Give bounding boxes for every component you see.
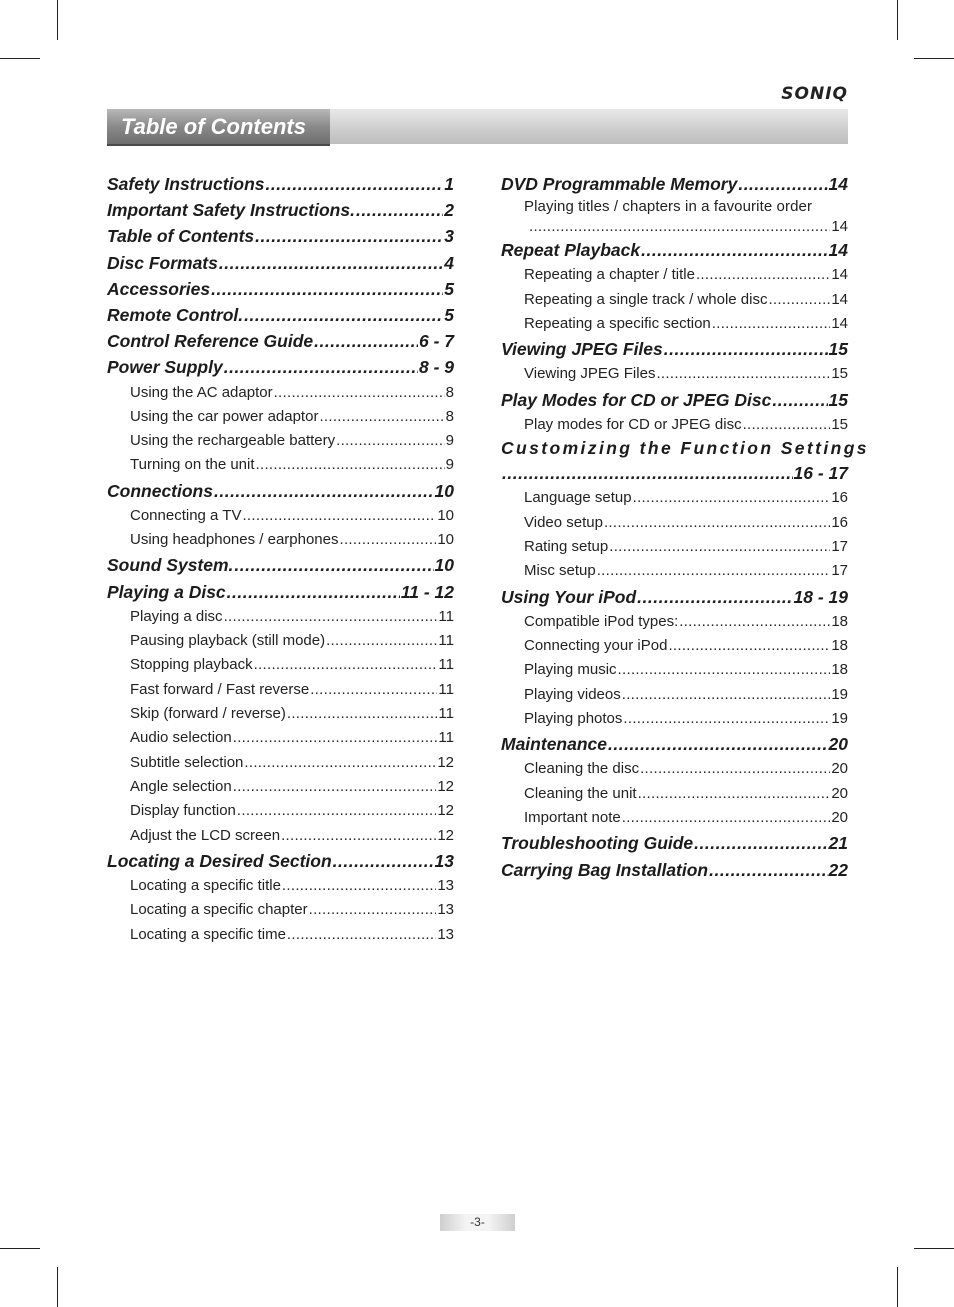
toc-section[interactable] <box>107 328 454 354</box>
toc-entry-label: Rating setup <box>524 538 609 556</box>
toc-section-page: 18 - 19 <box>793 586 848 607</box>
dot-leader <box>319 405 444 429</box>
toc-entry-label: Adjust the LCD screen <box>130 826 281 844</box>
toc-section[interactable] <box>501 731 848 757</box>
toc-section[interactable] <box>501 387 848 413</box>
dot-leader <box>637 584 792 610</box>
dot-leader <box>224 354 418 380</box>
dot-leader <box>287 923 436 947</box>
toc-section-page: 20 <box>828 734 848 755</box>
toc-entry-page: 12 <box>437 802 454 820</box>
toc-entry-page: 12 <box>437 777 454 795</box>
dot-leader <box>768 288 830 312</box>
toc-section-page: 8 - 9 <box>418 357 454 378</box>
crop-mark <box>57 0 58 40</box>
toc-entry[interactable] <box>107 678 454 702</box>
toc-section-label: Safety Instructions <box>107 174 265 194</box>
toc-entry-label: Playing music <box>524 661 617 679</box>
toc-entry[interactable] <box>501 806 848 830</box>
dot-leader <box>309 898 437 922</box>
toc-section[interactable] <box>107 302 454 328</box>
toc-entry-page: 8 <box>445 383 454 401</box>
toc-entry[interactable] <box>501 658 848 682</box>
dot-leader <box>597 559 831 583</box>
dot-leader <box>314 328 418 354</box>
toc-entry-page: 18 <box>831 612 848 630</box>
toc-entry[interactable] <box>107 653 454 677</box>
toc-entry-page: 12 <box>437 753 454 771</box>
dot-leader <box>633 486 831 510</box>
toc-entry-label: Playing photos <box>524 709 623 727</box>
dot-leader <box>356 197 443 223</box>
dot-leader <box>227 579 400 605</box>
dot-leader <box>772 387 827 413</box>
toc-section-label: Table of Contents <box>107 226 255 247</box>
toc-entry-label: Using the rechargeable battery <box>130 432 336 450</box>
toc-entry-page: 13 <box>437 925 454 943</box>
toc-entry-label: Using headphones / earphones <box>130 531 339 549</box>
toc-entry-label: Important note <box>524 809 621 827</box>
toc-entry-page: 11 <box>438 680 454 698</box>
dot-leader <box>502 460 793 486</box>
toc-entry[interactable] <box>107 751 454 775</box>
toc-section-page: 1 <box>444 174 454 194</box>
toc-section-page: 4 <box>444 252 454 273</box>
toc-section-page: 5 <box>444 304 454 325</box>
crop-mark <box>897 0 898 40</box>
toc-entry-label: Viewing JPEG Files <box>524 365 656 383</box>
crop-mark <box>0 58 40 59</box>
dot-leader <box>712 312 831 336</box>
dot-leader <box>623 707 830 731</box>
toc-entry-page: 20 <box>831 784 848 802</box>
toc-section[interactable] <box>501 237 848 263</box>
dot-leader <box>664 336 828 362</box>
toc-entry-page: 11 <box>438 656 454 674</box>
dot-leader <box>211 276 443 302</box>
toc-section-cont[interactable] <box>501 460 848 486</box>
toc-entry-label: Skip (forward / reverse) <box>130 705 286 723</box>
toc-entry[interactable] <box>107 429 454 453</box>
dot-leader <box>529 217 830 237</box>
toc-section-label: Viewing JPEG Files <box>501 339 663 360</box>
toc-entry[interactable] <box>501 413 848 437</box>
toc-entry[interactable] <box>501 559 848 583</box>
dot-leader <box>233 726 438 750</box>
toc-entry-label: Cleaning the unit <box>524 784 637 802</box>
toc-section-page: 22 <box>828 859 848 880</box>
toc-entry-label: Audio selection <box>130 729 232 747</box>
toc-entry[interactable] <box>107 405 454 429</box>
dot-leader <box>242 504 436 528</box>
toc-section-label: Carrying Bag Installation <box>501 859 709 880</box>
toc-entry[interactable] <box>107 874 454 898</box>
toc-entry[interactable] <box>107 528 454 552</box>
dot-leader <box>255 223 443 249</box>
crop-mark <box>914 58 954 59</box>
dot-leader <box>266 171 444 197</box>
toc-entry-label: Locating a specific title <box>130 877 281 894</box>
toc-section[interactable] <box>107 250 454 276</box>
dot-leader <box>709 857 827 883</box>
toc-section-page: 15 <box>828 339 848 360</box>
dot-leader <box>604 511 830 535</box>
toc-entry-label: Compatible iPod types: <box>524 612 679 630</box>
toc-entry-label: Play modes for CD or JPEG disc <box>524 415 742 433</box>
toc-entry-label: Repeating a specific section <box>524 314 711 332</box>
dot-leader <box>638 782 831 806</box>
toc-entry-label: Repeating a chapter / title <box>524 266 695 284</box>
toc-section-page: 14 <box>828 174 848 194</box>
toc-right-column <box>501 171 869 883</box>
toc-section-page: 2 <box>444 200 454 221</box>
dot-leader <box>656 362 830 386</box>
toc-section-page: 21 <box>828 833 848 854</box>
toc-section-page: 10 <box>434 480 454 501</box>
toc-entry[interactable] <box>501 486 848 510</box>
toc-entry[interactable] <box>501 511 848 535</box>
page-title: Table of Contents <box>121 114 306 139</box>
dot-leader <box>622 806 831 830</box>
toc-section-label: Troubleshooting Guide <box>501 833 694 854</box>
toc-entry[interactable] <box>501 312 848 336</box>
toc-entry[interactable] <box>107 605 454 629</box>
toc-entry[interactable] <box>501 535 848 559</box>
toc-entry-label: Misc setup <box>524 562 596 580</box>
toc-section-page: 10 <box>434 555 454 576</box>
toc-entry-page: 18 <box>831 661 848 679</box>
dot-leader <box>743 413 831 437</box>
dot-leader <box>274 381 445 405</box>
toc-entry-page: 16 <box>831 489 848 507</box>
toc-entry-page: 18 <box>831 637 848 655</box>
toc-section-label: Locating a Desired Section <box>107 850 332 871</box>
dot-leader <box>609 535 830 559</box>
toc-entry-label: Display function <box>130 802 236 820</box>
toc-entry[interactable] <box>501 288 848 312</box>
toc-section-label: Power Supply <box>107 357 223 378</box>
dot-leader <box>287 702 438 726</box>
toc-section-label: Sound System. <box>107 555 234 576</box>
toc-entry-page: 19 <box>831 709 848 727</box>
toc-entry[interactable] <box>501 683 848 707</box>
toc-section-page: 11 - 12 <box>400 581 454 602</box>
toc-entry-label[interactable]: Playing titles / chapters in a favourite order <box>524 198 813 216</box>
toc-section[interactable] <box>501 830 848 856</box>
toc-entry-label: Playing a disc <box>130 607 223 625</box>
dot-leader <box>608 731 828 757</box>
toc-entry[interactable] <box>107 775 454 799</box>
toc-section-label: Control Reference Guide <box>107 331 314 352</box>
toc-entry-label: Locating a specific time <box>130 925 286 943</box>
toc-entry[interactable] <box>501 707 848 731</box>
toc-entry-page: 20 <box>831 760 848 778</box>
dot-leader <box>340 528 437 552</box>
toc-entry[interactable] <box>107 381 454 405</box>
toc-section[interactable] <box>501 857 848 883</box>
toc-entry-page: 9 <box>445 432 454 450</box>
dot-leader <box>237 799 436 823</box>
toc-section[interactable] <box>107 223 454 249</box>
toc-entry-label: Connecting your iPod <box>524 637 668 655</box>
toc-section[interactable] <box>501 584 848 610</box>
toc-section-label: Maintenance <box>501 734 607 755</box>
toc-entry-page: 14 <box>831 266 848 284</box>
toc-entry-page: 11 <box>438 632 454 650</box>
toc-entry[interactable] <box>501 610 848 634</box>
dot-leader <box>219 250 443 276</box>
dot-leader <box>282 874 436 898</box>
dot-leader <box>333 848 434 874</box>
toc-entry-page: 9 <box>445 456 454 474</box>
toc-entry-label: Subtitle selection <box>130 753 244 771</box>
toc-entry-page: 19 <box>831 685 848 703</box>
toc-entry-page: 14 <box>831 290 848 308</box>
dot-leader <box>224 605 438 629</box>
toc-entry[interactable] <box>501 757 848 781</box>
toc-section-label: Remote Control. <box>107 304 244 325</box>
toc-entry-label: Repeating a single track / whole disc <box>524 290 768 308</box>
dot-leader <box>336 429 445 453</box>
toc-entry[interactable] <box>107 629 454 653</box>
dot-leader <box>244 751 436 775</box>
toc-section[interactable] <box>107 171 454 197</box>
toc-section-label: Customizing the Function Settings <box>501 438 869 459</box>
toc-entry-page: 16 <box>831 513 848 531</box>
toc-entry-label: Fast forward / Fast reverse <box>130 680 310 698</box>
toc-entry-label: Stopping playback <box>130 656 253 674</box>
toc-entry-label: Language setup <box>524 489 632 507</box>
toc-entry-page: 14 <box>831 314 848 332</box>
toc-entry-label: Video setup <box>524 513 603 531</box>
toc-entry-label: Angle selection <box>130 777 232 795</box>
toc-left-column <box>107 171 454 947</box>
toc-section[interactable] <box>107 354 454 380</box>
dot-leader <box>696 263 830 287</box>
dot-leader <box>310 678 437 702</box>
toc-section-cont-page: 16 - 17 <box>793 463 848 484</box>
toc-entry[interactable] <box>501 362 848 386</box>
crop-mark <box>57 1267 58 1307</box>
dot-leader <box>618 658 831 682</box>
toc-entry-page: 13 <box>437 901 454 919</box>
dot-leader <box>668 634 830 658</box>
toc-entry-label: Using the car power adaptor <box>130 407 319 425</box>
toc-entry[interactable] <box>107 923 454 947</box>
toc-section-page: 5 <box>444 278 454 299</box>
toc-section[interactable] <box>107 848 454 874</box>
dot-leader <box>640 757 830 781</box>
dot-leader <box>694 830 827 856</box>
toc-section-page: 6 - 7 <box>418 331 454 352</box>
toc-section-label: Disc Formats <box>107 252 218 273</box>
toc-entry[interactable] <box>107 504 454 528</box>
toc-section[interactable] <box>107 579 454 605</box>
toc-entry-label: Turning on the unit <box>130 456 255 474</box>
dot-leader <box>622 683 831 707</box>
crop-mark <box>0 1248 40 1249</box>
toc-section[interactable] <box>107 552 454 578</box>
toc-entry-page: 20 <box>831 809 848 827</box>
toc-entry-label: Locating a specific chapter <box>130 901 308 919</box>
crop-mark <box>897 1267 898 1307</box>
toc-section[interactable] <box>107 197 454 223</box>
toc-entry-page: 14 <box>831 218 848 236</box>
dot-leader <box>256 453 445 477</box>
dot-leader <box>679 610 830 634</box>
toc-entry[interactable] <box>107 824 454 848</box>
dot-leader <box>281 824 436 848</box>
toc-section[interactable] <box>501 336 848 362</box>
toc-entry-label: Playing videos <box>524 685 621 703</box>
toc-section[interactable] <box>501 437 869 486</box>
toc-entry-page: 12 <box>437 826 454 844</box>
toc-section-label: Playing a Disc <box>107 581 226 602</box>
dot-leader <box>326 629 437 653</box>
toc-entry-page: 10 <box>437 506 454 524</box>
crop-mark <box>914 1248 954 1249</box>
toc-entry[interactable] <box>501 782 848 806</box>
toc-section-label: Repeat Playback <box>501 240 641 261</box>
toc-section-page: 15 <box>828 389 848 410</box>
toc-entry-label: Using the AC adaptor <box>130 383 273 401</box>
toc-entry-page: 15 <box>831 415 848 433</box>
toc-section[interactable] <box>107 478 454 504</box>
toc-entry-page: 15 <box>831 365 848 383</box>
toc-entry-page: 11 <box>438 607 454 625</box>
toc-section[interactable] <box>107 276 454 302</box>
toc-entry[interactable] <box>107 453 454 477</box>
toc-entry[interactable] <box>107 726 454 750</box>
toc-entry-page: 11 <box>438 705 454 723</box>
toc-entry-page: 10 <box>437 531 454 549</box>
toc-entry-label: Connecting a TV <box>130 506 242 524</box>
toc-section-label: Connections <box>107 480 213 501</box>
toc-section-page: 13 <box>434 850 454 871</box>
page-number: -3- <box>440 1214 515 1231</box>
dot-leader <box>214 478 434 504</box>
toc-entry[interactable] <box>501 263 848 287</box>
toc-entry-page: 17 <box>831 562 848 580</box>
toc-section-label: Accessories <box>107 278 211 299</box>
toc-section-page: 3 <box>444 226 454 247</box>
toc-section-page: 14 <box>828 240 848 261</box>
toc-entry-label: Cleaning the disc <box>524 760 640 778</box>
toc-section[interactable] <box>501 171 848 197</box>
toc-section-label: Using Your iPod <box>501 586 637 607</box>
brand-logo: SONIQ <box>781 84 848 104</box>
toc-entry[interactable] <box>107 898 454 922</box>
toc-entry-label: Pausing playback (still mode) <box>130 632 326 650</box>
dot-leader <box>233 775 437 799</box>
toc-section-label: DVD Programmable Memory <box>501 174 738 194</box>
toc-section-label: Play Modes for CD or JPEG Disc <box>501 389 772 410</box>
dot-leader <box>738 171 827 197</box>
dot-leader <box>234 552 433 578</box>
dot-leader <box>244 302 443 328</box>
toc-section-label: Important Safety Instructions. <box>107 200 355 221</box>
toc-entry-page: 8 <box>445 407 454 425</box>
toc-entry[interactable] <box>501 217 848 237</box>
toc-entry[interactable] <box>107 702 454 726</box>
toc-entry[interactable] <box>501 634 848 658</box>
toc-entry-page: 17 <box>831 538 848 556</box>
toc-entry[interactable] <box>107 799 454 823</box>
toc-entry-page: 11 <box>438 729 454 747</box>
dot-leader <box>254 653 438 677</box>
toc-entry-page: 13 <box>437 877 454 894</box>
dot-leader <box>641 237 827 263</box>
